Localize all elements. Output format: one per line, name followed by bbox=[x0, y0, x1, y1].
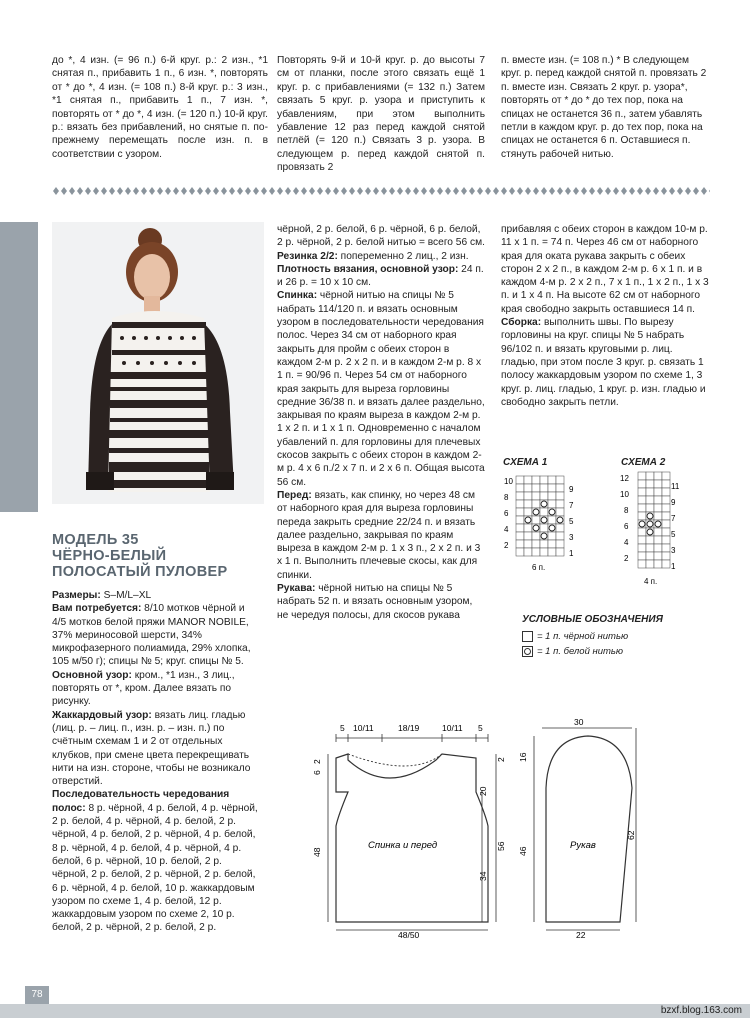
grid-cell bbox=[540, 508, 548, 516]
s2-right-9: 9 bbox=[671, 498, 676, 507]
top-dim-5: 5 bbox=[478, 723, 483, 733]
stripes-continued: чёрной, 2 р. белой, 6 р. чёрной, 6 р. белой, 2 р. чёрной, 2 р. белой нитью = всего 56 см. bbox=[277, 224, 485, 249]
scheme-2-chart bbox=[618, 470, 698, 590]
model-title bbox=[52, 532, 262, 580]
grid-cell bbox=[662, 472, 670, 480]
rib-paragraph: Резинка 2/2: попеременно 2 лиц., 2 изн. bbox=[277, 250, 469, 262]
sleeve-pattern-diagram bbox=[508, 716, 638, 941]
grid-cell bbox=[556, 492, 564, 500]
sleeve-right-dim: 62 bbox=[626, 830, 636, 840]
grid-cell bbox=[654, 512, 662, 520]
front-paragraph: Перед: вязать, как спинку, но через 48 см от наборного края для выреза горловины переда закрыть средние 22/24 п. и вязать далее раздельно, закрывая по краям выреза в каждом 2-м р. 1 х 3 п., 2 х 2 п. и 3 х 1 п. Выполнить плечевые скосы, как для спинки. bbox=[277, 489, 481, 581]
grid-cell bbox=[524, 492, 532, 500]
white-stitch-dot bbox=[549, 509, 555, 515]
s2-right-7: 7 bbox=[671, 514, 676, 523]
s1-left-2: 2 bbox=[504, 541, 509, 550]
top-text-col-3: п. вместе изн. (= 108 п.) * В следующем круг. р. перед каждой снятой п. провязать 2 п. вместе изн. Связать 2 круг. р. узора*, повторять от * до * до тех пор, пока на спицах не останется 36 п., затем убавлять петли в каждом круг. р. до тех пор, пока на спицах не останется 6 п. Оставшиеся п. стянуть рабочей нитью. bbox=[501, 55, 707, 160]
grid-cell bbox=[540, 548, 548, 556]
s2-left-6: 6 bbox=[624, 522, 629, 531]
body-pattern-diagram bbox=[300, 716, 520, 941]
side-accent-bar bbox=[0, 222, 38, 512]
scheme-1-chart bbox=[498, 470, 588, 580]
stripes-paragraph: Последовательность чередования полос: 8 р. чёрной, 4 р. белой, 4 р. чёрной, 2 р. белой, 4 р. чёрной, 4 р. белой, 2 р. чёрной, 4 р. белой, 2 р. чёрной, 4 р. белой, 8 р. чёрной, 4 р. белой, 4 р. чёрной, 4 р. белой, 6 р. чёрной, 10 р. белой, 2 р. чёрной, 2 р. белой, 2 р. чёрной, 2 р. белой, 6 р. чёрной, 4 р. белой, 10 р. жаккардовым узором по схеме 1, 4 р. белой, 12 р. жаккардовым узором по схеме 2, 10 р. белой, 2 р. чёрной, 2 р. белой, 2 р. bbox=[52, 789, 258, 934]
s1-bottom-label: 6 п. bbox=[532, 563, 546, 572]
grid-cell bbox=[556, 532, 564, 540]
grid-cell bbox=[646, 504, 654, 512]
grid-cell bbox=[516, 492, 524, 500]
legend-black: = 1 п. чёрной нитью bbox=[522, 629, 663, 644]
grid-cell bbox=[516, 532, 524, 540]
grid-cell bbox=[516, 500, 524, 508]
grid-cell bbox=[638, 472, 646, 480]
legend bbox=[522, 614, 663, 659]
grid-cell bbox=[662, 528, 670, 536]
grid-cell bbox=[556, 476, 564, 484]
grid-cell bbox=[662, 512, 670, 520]
grid-cell bbox=[548, 484, 556, 492]
grid-cell bbox=[556, 524, 564, 532]
sleeves-paragraph: Рукава: чёрной нитью на спицы № 5 набрать 52 п. и вязать основным узором, не чередуя полосы, для скосов рукава bbox=[277, 583, 473, 621]
s2-bottom-label: 4 п. bbox=[644, 577, 658, 586]
scheme-1-title: СХЕМА 1 bbox=[503, 457, 548, 468]
s2-left-4: 4 bbox=[624, 538, 629, 547]
s1-left-8: 8 bbox=[504, 493, 509, 502]
grid-cell bbox=[532, 476, 540, 484]
page-number: 78 bbox=[25, 986, 49, 1004]
grid-cell bbox=[654, 560, 662, 568]
decorative-divider bbox=[52, 186, 710, 196]
grid-cell bbox=[662, 504, 670, 512]
grid-cell bbox=[532, 484, 540, 492]
grid-cell bbox=[638, 544, 646, 552]
grid-cell bbox=[524, 524, 532, 532]
s2-left-12: 12 bbox=[620, 474, 629, 483]
grid-cell bbox=[556, 484, 564, 492]
white-stitch-dot bbox=[533, 509, 539, 515]
s1-right-3: 3 bbox=[569, 533, 574, 542]
grid-cell bbox=[532, 516, 540, 524]
model-number: МОДЕЛЬ 35 bbox=[52, 532, 139, 548]
grid-cell bbox=[646, 496, 654, 504]
grid-cell bbox=[548, 500, 556, 508]
body-right-dim-56: 56 bbox=[496, 841, 506, 851]
grid-cell bbox=[662, 496, 670, 504]
s2-right-5: 5 bbox=[671, 530, 676, 539]
s1-left-4: 4 bbox=[504, 525, 509, 534]
grid-cell bbox=[654, 504, 662, 512]
sleeve-left-dim-46: 46 bbox=[518, 846, 528, 856]
white-stitch-dot bbox=[541, 517, 547, 523]
grid-cell bbox=[516, 524, 524, 532]
s2-left-8: 8 bbox=[624, 506, 629, 515]
sleeve-bottom-dim: 22 bbox=[576, 930, 586, 940]
grid-cell bbox=[516, 516, 524, 524]
sizes-paragraph: Размеры: S–M/L–XL bbox=[52, 590, 152, 601]
s2-right-1: 1 bbox=[671, 562, 676, 571]
grid-cell bbox=[646, 488, 654, 496]
grid-cell bbox=[646, 536, 654, 544]
scheme-2-title: СХЕМА 2 bbox=[621, 457, 666, 468]
s1-right-9: 9 bbox=[569, 485, 574, 494]
right-instructions bbox=[501, 223, 711, 409]
density-paragraph: Плотность вязания, основной узор: 24 п. и 26 р. = 10 х 10 см. bbox=[277, 263, 484, 289]
grid-cell bbox=[646, 480, 654, 488]
grid-cell bbox=[548, 516, 556, 524]
page-footer-bar bbox=[0, 1004, 750, 1018]
body-bottom-dim: 48/50 bbox=[398, 930, 420, 940]
grid-cell bbox=[662, 488, 670, 496]
white-stitch-dot bbox=[647, 529, 653, 535]
empty-square-icon bbox=[522, 631, 533, 642]
grid-cell bbox=[540, 484, 548, 492]
grid-cell bbox=[524, 532, 532, 540]
grid-cell bbox=[654, 488, 662, 496]
grid-cell bbox=[662, 544, 670, 552]
white-stitch-dot bbox=[541, 533, 547, 539]
grid-cell bbox=[524, 476, 532, 484]
basic-pattern-paragraph: Основной узор: кром., *1 изн., 3 лиц., повторять от *, кром. Далее вязать по рисунку. bbox=[52, 669, 235, 708]
body-left-dim-48: 48 bbox=[312, 847, 322, 857]
materials-paragraph: Вам потребуется: 8/10 мотков чёрной и 4/5 мотков белой пряжи MANOR NOBILE, 37% мериносовой шерсти, 34% микрофазерного полиамида, 29% хлопка, 105 м/50 г); спицы № 5; круг. спицы № 5. bbox=[52, 603, 251, 668]
grid-cell bbox=[516, 548, 524, 556]
grid-cell bbox=[532, 492, 540, 500]
grid-cell bbox=[638, 512, 646, 520]
grid-cell bbox=[654, 480, 662, 488]
grid-cell bbox=[548, 492, 556, 500]
white-stitch-dot bbox=[647, 521, 653, 527]
middle-instructions bbox=[277, 223, 485, 622]
s2-left-2: 2 bbox=[624, 554, 629, 563]
body-left-dim-6: 6 bbox=[312, 770, 322, 775]
legend-white: = 1 п. белой нитью bbox=[522, 644, 663, 659]
grid-cell bbox=[540, 540, 548, 548]
grid-cell bbox=[532, 548, 540, 556]
grid-cell bbox=[524, 548, 532, 556]
grid-cell bbox=[556, 540, 564, 548]
white-stitch-dot bbox=[549, 525, 555, 531]
body-right-dim-2: 2 bbox=[496, 757, 506, 762]
grid-cell bbox=[524, 540, 532, 548]
grid-cell bbox=[540, 524, 548, 532]
s1-right-7: 7 bbox=[569, 501, 574, 510]
grid-cell bbox=[540, 476, 548, 484]
grid-cell bbox=[654, 544, 662, 552]
grid-cell bbox=[524, 508, 532, 516]
circle-square-icon bbox=[522, 646, 533, 657]
white-stitch-dot bbox=[655, 521, 661, 527]
grid-cell bbox=[638, 560, 646, 568]
grid-cell bbox=[646, 472, 654, 480]
sleeves-continued: прибавляя с обеих сторон в каждом 10-м р. 11 х 1 п. = 74 п. Через 46 см от наборного края для оката рукава закрыть с обеих сторон 2 х 2 п., в каждом 2-м р. 6 х 1 п. и в каждом 4-м р. 2 х 2 п., 7 х 1 п., 1 х 2 п., 1 х 3 п. и 1 х 4 п. На высоте 62 см от наборного края свободно закрыть оставшиеся 14 п. bbox=[501, 224, 709, 315]
left-instructions bbox=[52, 589, 260, 935]
body-right-dim-20: 20 bbox=[478, 786, 488, 796]
top-text-col-2: Повторять 9-й и 10-й круг. р. до высоты 7 см от планки, после этого связать ещё 1 круг. р. с прибавлениями (= 132 п.) Затем связать 5 круг. р. узора и приступить к убавлениям, при этом выполнить убавление 12 раз перед каждой снятой петлёй (= 120 п.) Связать 3 р. узора. В следующем р. перед каждой снятой п. провязать 2 bbox=[277, 55, 485, 174]
sleeve-left-dim-16: 16 bbox=[518, 752, 528, 762]
grid-cell bbox=[548, 476, 556, 484]
white-stitch-dot bbox=[639, 521, 645, 527]
top-dim-4: 10/11 bbox=[442, 723, 463, 733]
top-dim-3: 18/19 bbox=[398, 723, 420, 733]
grid-cell bbox=[662, 560, 670, 568]
grid-cell bbox=[556, 500, 564, 508]
grid-cell bbox=[638, 528, 646, 536]
grid-cell bbox=[556, 508, 564, 516]
grid-cell bbox=[516, 476, 524, 484]
top-text-col-1: до *, 4 изн. (= 96 п.) 6-й круг. р.: 2 изн., *1 снятая п., прибавить 1 п., 6 изн. *, повторять от * до *, 4 изн. (= 108 п.) 8-й круг. р.: 3 изн., *1 снятая п., прибавить 1 п., 7 изн. *, повторять от * до *, 4 изн. (= 120 п.) 10-й круг. р.: вязать без прибавлений, но снятые п. по-прежнему перемещать после изн. п. в соответствии с узором. bbox=[52, 55, 268, 160]
body-left-dim-2: 2 bbox=[312, 759, 322, 764]
grid-cell bbox=[638, 488, 646, 496]
grid-cell bbox=[638, 504, 646, 512]
sleeve-label: Рукав bbox=[570, 840, 596, 851]
body-label: Спинка и перед bbox=[368, 840, 438, 851]
grid-cell bbox=[638, 536, 646, 544]
white-stitch-dot bbox=[525, 517, 531, 523]
grid-cell bbox=[662, 552, 670, 560]
grid-cell bbox=[556, 548, 564, 556]
grid-cell bbox=[524, 500, 532, 508]
top-dim-2: 10/11 bbox=[353, 723, 374, 733]
grid-cell bbox=[654, 472, 662, 480]
model-photo bbox=[52, 222, 264, 504]
s1-right-1: 1 bbox=[569, 549, 574, 558]
grid-cell bbox=[532, 500, 540, 508]
body-right-dim-34: 34 bbox=[478, 871, 488, 881]
grid-cell bbox=[654, 528, 662, 536]
grid-cell bbox=[654, 496, 662, 504]
grid-cell bbox=[532, 540, 540, 548]
grid-cell bbox=[638, 496, 646, 504]
s1-left-10: 10 bbox=[504, 477, 513, 486]
site-watermark: bzxf.blog.163.com bbox=[660, 1005, 742, 1016]
grid-cell bbox=[548, 548, 556, 556]
grid-cell bbox=[646, 552, 654, 560]
grid-cell bbox=[532, 532, 540, 540]
model-name-line-2: ПОЛОСАТЫЙ ПУЛОВЕР bbox=[52, 564, 228, 580]
s2-left-10: 10 bbox=[620, 490, 629, 499]
top-dim-1: 5 bbox=[340, 723, 345, 733]
assembly-paragraph: Сборка: выполнить швы. По вырезу горловины на круг. спицы № 5 набрать 96/102 п. и вязать круговыми р. лиц. гладью, при этом после 3 круг. р. связать 1 полосу жаккардовым узором по схеме 1, 3 круг. р. лиц. гладью, 1 круг. р. изн. гладью и свободно закрыть петли. bbox=[501, 317, 706, 408]
grid-cell bbox=[638, 552, 646, 560]
grid-cell bbox=[662, 520, 670, 528]
jacquard-paragraph: Жаккардовый узор: вязать лиц. гладью (лиц. р. – лиц. п., изн. р. – изн. п.) по счётным схемам 1 и 2 от отдельных клубков, при смене цвета перекрещивать нити на изн. стороне, чтобы не возникало отверстий. bbox=[52, 709, 251, 788]
white-stitch-dot bbox=[647, 513, 653, 519]
grid-cell bbox=[638, 480, 646, 488]
sleeve-top-dim: 30 bbox=[574, 717, 584, 727]
white-stitch-dot bbox=[533, 525, 539, 531]
white-stitch-dot bbox=[541, 501, 547, 507]
grid-cell bbox=[662, 480, 670, 488]
grid-cell bbox=[646, 560, 654, 568]
s1-right-5: 5 bbox=[569, 517, 574, 526]
back-paragraph: Спинка: чёрной нитью на спицы № 5 набрать 114/120 п. и вязать основным узором в последовательности чередования полос. Через 34 см от наборного края закрыть для пройм с обеих сторон в каждом 2-м р. 2 х 2 п. и в каждом 2-м р. 8 х 1 п. = 90/96 п. Через 54 см от наборного края закрыть для выреза горловины средние 36/38 п. и вязать далее раздельно, закрывая по краям выреза в каждом 2-м р. 1 х 2 п. и 1 х 1 п. Одновременно с началом убавлений п. для горловины для плечевых скосов закрыть с обеих сторон в каждом 2-м р. 4 х 6 п./2 х 7 п. и 2 х 6 п. Общая высота 56 см. bbox=[277, 290, 485, 488]
grid-cell bbox=[654, 552, 662, 560]
grid-cell bbox=[548, 532, 556, 540]
grid-cell bbox=[548, 540, 556, 548]
model-name-line-1: ЧЁРНО-БЕЛЫЙ bbox=[52, 548, 167, 564]
legend-title: УСЛОВНЫЕ ОБОЗНАЧЕНИЯ bbox=[522, 614, 663, 625]
grid-cell bbox=[662, 536, 670, 544]
grid-cell bbox=[654, 536, 662, 544]
grid-cell bbox=[540, 492, 548, 500]
grid-cell bbox=[516, 508, 524, 516]
white-stitch-dot bbox=[557, 517, 563, 523]
s2-right-3: 3 bbox=[671, 546, 676, 555]
s1-left-6: 6 bbox=[504, 509, 509, 518]
s2-right-11: 11 bbox=[671, 482, 680, 491]
grid-cell bbox=[646, 544, 654, 552]
grid-cell bbox=[516, 484, 524, 492]
grid-cell bbox=[516, 540, 524, 548]
grid-cell bbox=[524, 484, 532, 492]
